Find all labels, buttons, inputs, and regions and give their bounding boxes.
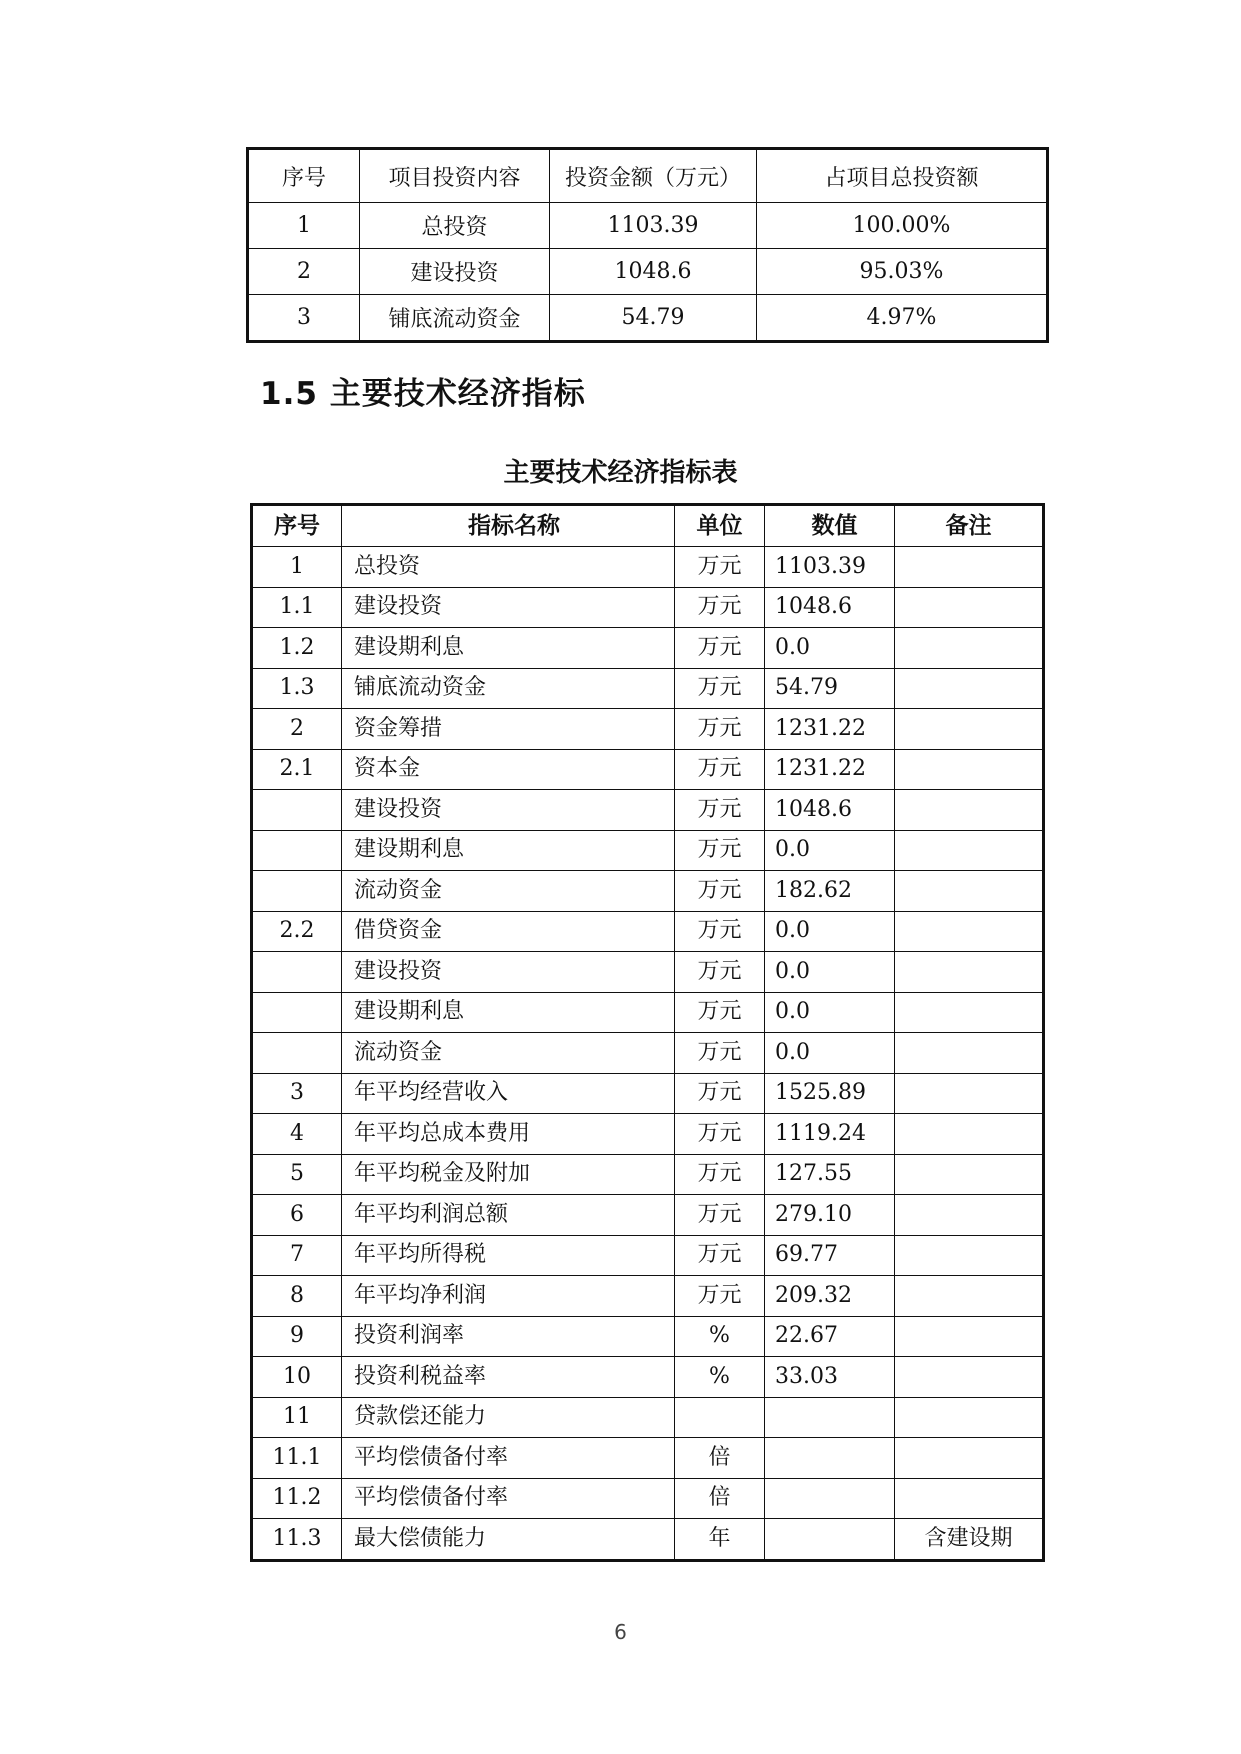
- table-cell: [895, 952, 1044, 993]
- table-row: [252, 1438, 1044, 1479]
- table-cell: [895, 1114, 1044, 1155]
- table-cell: 9: [252, 1316, 342, 1357]
- column-header: 备注: [895, 505, 1044, 547]
- table-cell: 万元: [675, 628, 765, 669]
- table-cell: 1525.89: [765, 1073, 895, 1114]
- table-row: [252, 790, 1044, 831]
- table-cell: 8: [252, 1276, 342, 1317]
- table-cell: [895, 992, 1044, 1033]
- table-cell: 100.00%: [757, 203, 1048, 249]
- table-row: [252, 1397, 1044, 1438]
- table-cell: 1: [252, 547, 342, 588]
- table-row: [252, 1519, 1044, 1561]
- table-cell: 0.0: [765, 911, 895, 952]
- table-cell: 3: [248, 295, 360, 342]
- table-cell: [895, 1195, 1044, 1236]
- table-cell: 年平均净利润: [342, 1276, 675, 1317]
- table-cell: 流动资金: [342, 1033, 675, 1074]
- table-caption: 主要技术经济指标表: [503, 458, 738, 488]
- table-cell: 2.2: [252, 911, 342, 952]
- table-cell: 127.55: [765, 1154, 895, 1195]
- table-cell: 0.0: [765, 628, 895, 669]
- column-header: 数值: [765, 505, 895, 547]
- table-cell: 万元: [675, 547, 765, 588]
- table-cell: 万元: [675, 668, 765, 709]
- table-cell: 倍: [675, 1478, 765, 1519]
- table-cell: 54.79: [765, 668, 895, 709]
- table-row: [252, 1154, 1044, 1195]
- table-cell: 万元: [675, 709, 765, 750]
- table-cell: 倍: [675, 1438, 765, 1479]
- table-cell: 1048.6: [550, 249, 757, 295]
- table-cell: [252, 1033, 342, 1074]
- table-cell: 最大偿债能力: [342, 1519, 675, 1561]
- table-cell: 3: [252, 1073, 342, 1114]
- technical-economic-indicator-table: [250, 503, 1045, 1562]
- table-cell: 建设投资: [342, 952, 675, 993]
- table-cell: 万元: [675, 790, 765, 831]
- table-cell: [252, 790, 342, 831]
- table-row: [252, 547, 1044, 588]
- table-cell: 铺底流动资金: [342, 668, 675, 709]
- table-cell: 铺底流动资金: [360, 295, 550, 342]
- table-cell: [895, 1154, 1044, 1195]
- table-cell: [895, 911, 1044, 952]
- table-cell: 1.2: [252, 628, 342, 669]
- table-cell: 4.97%: [757, 295, 1048, 342]
- table-cell: 万元: [675, 1154, 765, 1195]
- table-cell: [765, 1519, 895, 1561]
- table-cell: 万元: [675, 587, 765, 628]
- table-cell: 1.3: [252, 668, 342, 709]
- table-row: [248, 203, 1048, 249]
- table-cell: 贷款偿还能力: [342, 1397, 675, 1438]
- table-cell: 1: [248, 203, 360, 249]
- table-row: [252, 1195, 1044, 1236]
- table-row: [252, 628, 1044, 669]
- table-cell: 5: [252, 1154, 342, 1195]
- column-header: 序号: [252, 505, 342, 547]
- table-cell: 11.3: [252, 1519, 342, 1561]
- table-cell: [895, 1397, 1044, 1438]
- table-cell: 建设期利息: [342, 628, 675, 669]
- table-cell: [765, 1438, 895, 1479]
- table-cell: 万元: [675, 1114, 765, 1155]
- table-cell: 含建设期: [895, 1519, 1044, 1561]
- table-row: [248, 249, 1048, 295]
- table-cell: %: [675, 1316, 765, 1357]
- table-cell: 万元: [675, 1235, 765, 1276]
- table-cell: [895, 547, 1044, 588]
- table-cell: 10: [252, 1357, 342, 1398]
- table-row: [252, 709, 1044, 750]
- table-cell: 4: [252, 1114, 342, 1155]
- table-cell: 万元: [675, 1276, 765, 1317]
- table-row: [252, 992, 1044, 1033]
- table-cell: 1119.24: [765, 1114, 895, 1155]
- table-row: [252, 830, 1044, 871]
- table-cell: 6: [252, 1195, 342, 1236]
- column-header: 占项目总投资额: [757, 149, 1048, 203]
- table-cell: [895, 790, 1044, 831]
- table-row: [252, 952, 1044, 993]
- table-cell: 1.1: [252, 587, 342, 628]
- table-cell: %: [675, 1357, 765, 1398]
- table-cell: 万元: [675, 830, 765, 871]
- table-row: [252, 1478, 1044, 1519]
- table-row: [248, 295, 1048, 342]
- table-cell: 建设期利息: [342, 830, 675, 871]
- table-cell: 万元: [675, 1033, 765, 1074]
- table-cell: 1048.6: [765, 790, 895, 831]
- table-cell: [895, 1033, 1044, 1074]
- table-cell: 建设期利息: [342, 992, 675, 1033]
- table-cell: 建设投资: [360, 249, 550, 295]
- table-row: [252, 1316, 1044, 1357]
- table-cell: 1231.22: [765, 709, 895, 750]
- column-header: 序号: [248, 149, 360, 203]
- table-cell: 22.67: [765, 1316, 895, 1357]
- table-row: [252, 1073, 1044, 1114]
- table-cell: [895, 1316, 1044, 1357]
- table-cell: 2.1: [252, 749, 342, 790]
- table-cell: 1048.6: [765, 587, 895, 628]
- table-cell: [895, 1438, 1044, 1479]
- table-cell: 平均偿债备付率: [342, 1478, 675, 1519]
- table-cell: 万元: [675, 952, 765, 993]
- table-cell: [895, 830, 1044, 871]
- table-cell: 0.0: [765, 992, 895, 1033]
- table-cell: 182.62: [765, 871, 895, 912]
- table-cell: 69.77: [765, 1235, 895, 1276]
- table-cell: [895, 871, 1044, 912]
- table-cell: 1231.22: [765, 749, 895, 790]
- table-row: [252, 1276, 1044, 1317]
- table-cell: 33.03: [765, 1357, 895, 1398]
- table-row: [252, 911, 1044, 952]
- table-header-row: [248, 149, 1048, 203]
- table-cell: 1103.39: [550, 203, 757, 249]
- column-header: 投资金额（万元）: [550, 149, 757, 203]
- table-cell: 建设投资: [342, 790, 675, 831]
- table-cell: 万元: [675, 749, 765, 790]
- table-row: [252, 668, 1044, 709]
- table-row: [252, 1235, 1044, 1276]
- table-cell: 2: [252, 709, 342, 750]
- table-cell: [675, 1397, 765, 1438]
- table-cell: 万元: [675, 992, 765, 1033]
- table-header-row: [252, 505, 1044, 547]
- table-cell: 年平均总成本费用: [342, 1114, 675, 1155]
- table-row: [252, 587, 1044, 628]
- table-cell: 11: [252, 1397, 342, 1438]
- table-cell: 总投资: [360, 203, 550, 249]
- table-cell: 借贷资金: [342, 911, 675, 952]
- table-cell: 流动资金: [342, 871, 675, 912]
- table-cell: 万元: [675, 1073, 765, 1114]
- page-number: 6: [614, 1620, 627, 1644]
- table-cell: 54.79: [550, 295, 757, 342]
- table-cell: [895, 628, 1044, 669]
- table-cell: [895, 587, 1044, 628]
- table-cell: [895, 1357, 1044, 1398]
- table-row: [252, 1357, 1044, 1398]
- table-cell: 2: [248, 249, 360, 295]
- table-cell: 投资利润率: [342, 1316, 675, 1357]
- table-cell: 年: [675, 1519, 765, 1561]
- table-cell: 万元: [675, 911, 765, 952]
- table-cell: 7: [252, 1235, 342, 1276]
- table-cell: [895, 1478, 1044, 1519]
- table-row: [252, 1114, 1044, 1155]
- table-cell: 11.1: [252, 1438, 342, 1479]
- table-cell: [895, 1073, 1044, 1114]
- table-cell: 年平均所得税: [342, 1235, 675, 1276]
- table-cell: [895, 709, 1044, 750]
- table-cell: 0.0: [765, 830, 895, 871]
- table-cell: 资本金: [342, 749, 675, 790]
- table-cell: [895, 1235, 1044, 1276]
- table-cell: [252, 830, 342, 871]
- table-cell: 209.32: [765, 1276, 895, 1317]
- section-heading: 1.5 主要技术经济指标: [260, 376, 586, 412]
- table-row: [252, 1033, 1044, 1074]
- investment-summary-table: [246, 147, 1049, 343]
- table-cell: [765, 1397, 895, 1438]
- table-cell: 年平均经营收入: [342, 1073, 675, 1114]
- table-cell: 年平均利润总额: [342, 1195, 675, 1236]
- table-cell: [252, 952, 342, 993]
- table-cell: 资金筹措: [342, 709, 675, 750]
- table-cell: 平均偿债备付率: [342, 1438, 675, 1479]
- table-cell: 11.2: [252, 1478, 342, 1519]
- table-cell: 年平均税金及附加: [342, 1154, 675, 1195]
- column-header: 项目投资内容: [360, 149, 550, 203]
- table-cell: [252, 871, 342, 912]
- table-cell: 0.0: [765, 1033, 895, 1074]
- table-row: [252, 871, 1044, 912]
- table-cell: 95.03%: [757, 249, 1048, 295]
- table-cell: 279.10: [765, 1195, 895, 1236]
- table-cell: [895, 668, 1044, 709]
- table-cell: 万元: [675, 1195, 765, 1236]
- table-cell: [895, 1276, 1044, 1317]
- table-cell: [765, 1478, 895, 1519]
- table-cell: 总投资: [342, 547, 675, 588]
- table-cell: [895, 749, 1044, 790]
- column-header: 指标名称: [342, 505, 675, 547]
- table-cell: 1103.39: [765, 547, 895, 588]
- table-cell: 投资利税益率: [342, 1357, 675, 1398]
- table-cell: 建设投资: [342, 587, 675, 628]
- table-cell: 万元: [675, 871, 765, 912]
- table-cell: [252, 992, 342, 1033]
- table-cell: 0.0: [765, 952, 895, 993]
- table-row: [252, 749, 1044, 790]
- column-header: 单位: [675, 505, 765, 547]
